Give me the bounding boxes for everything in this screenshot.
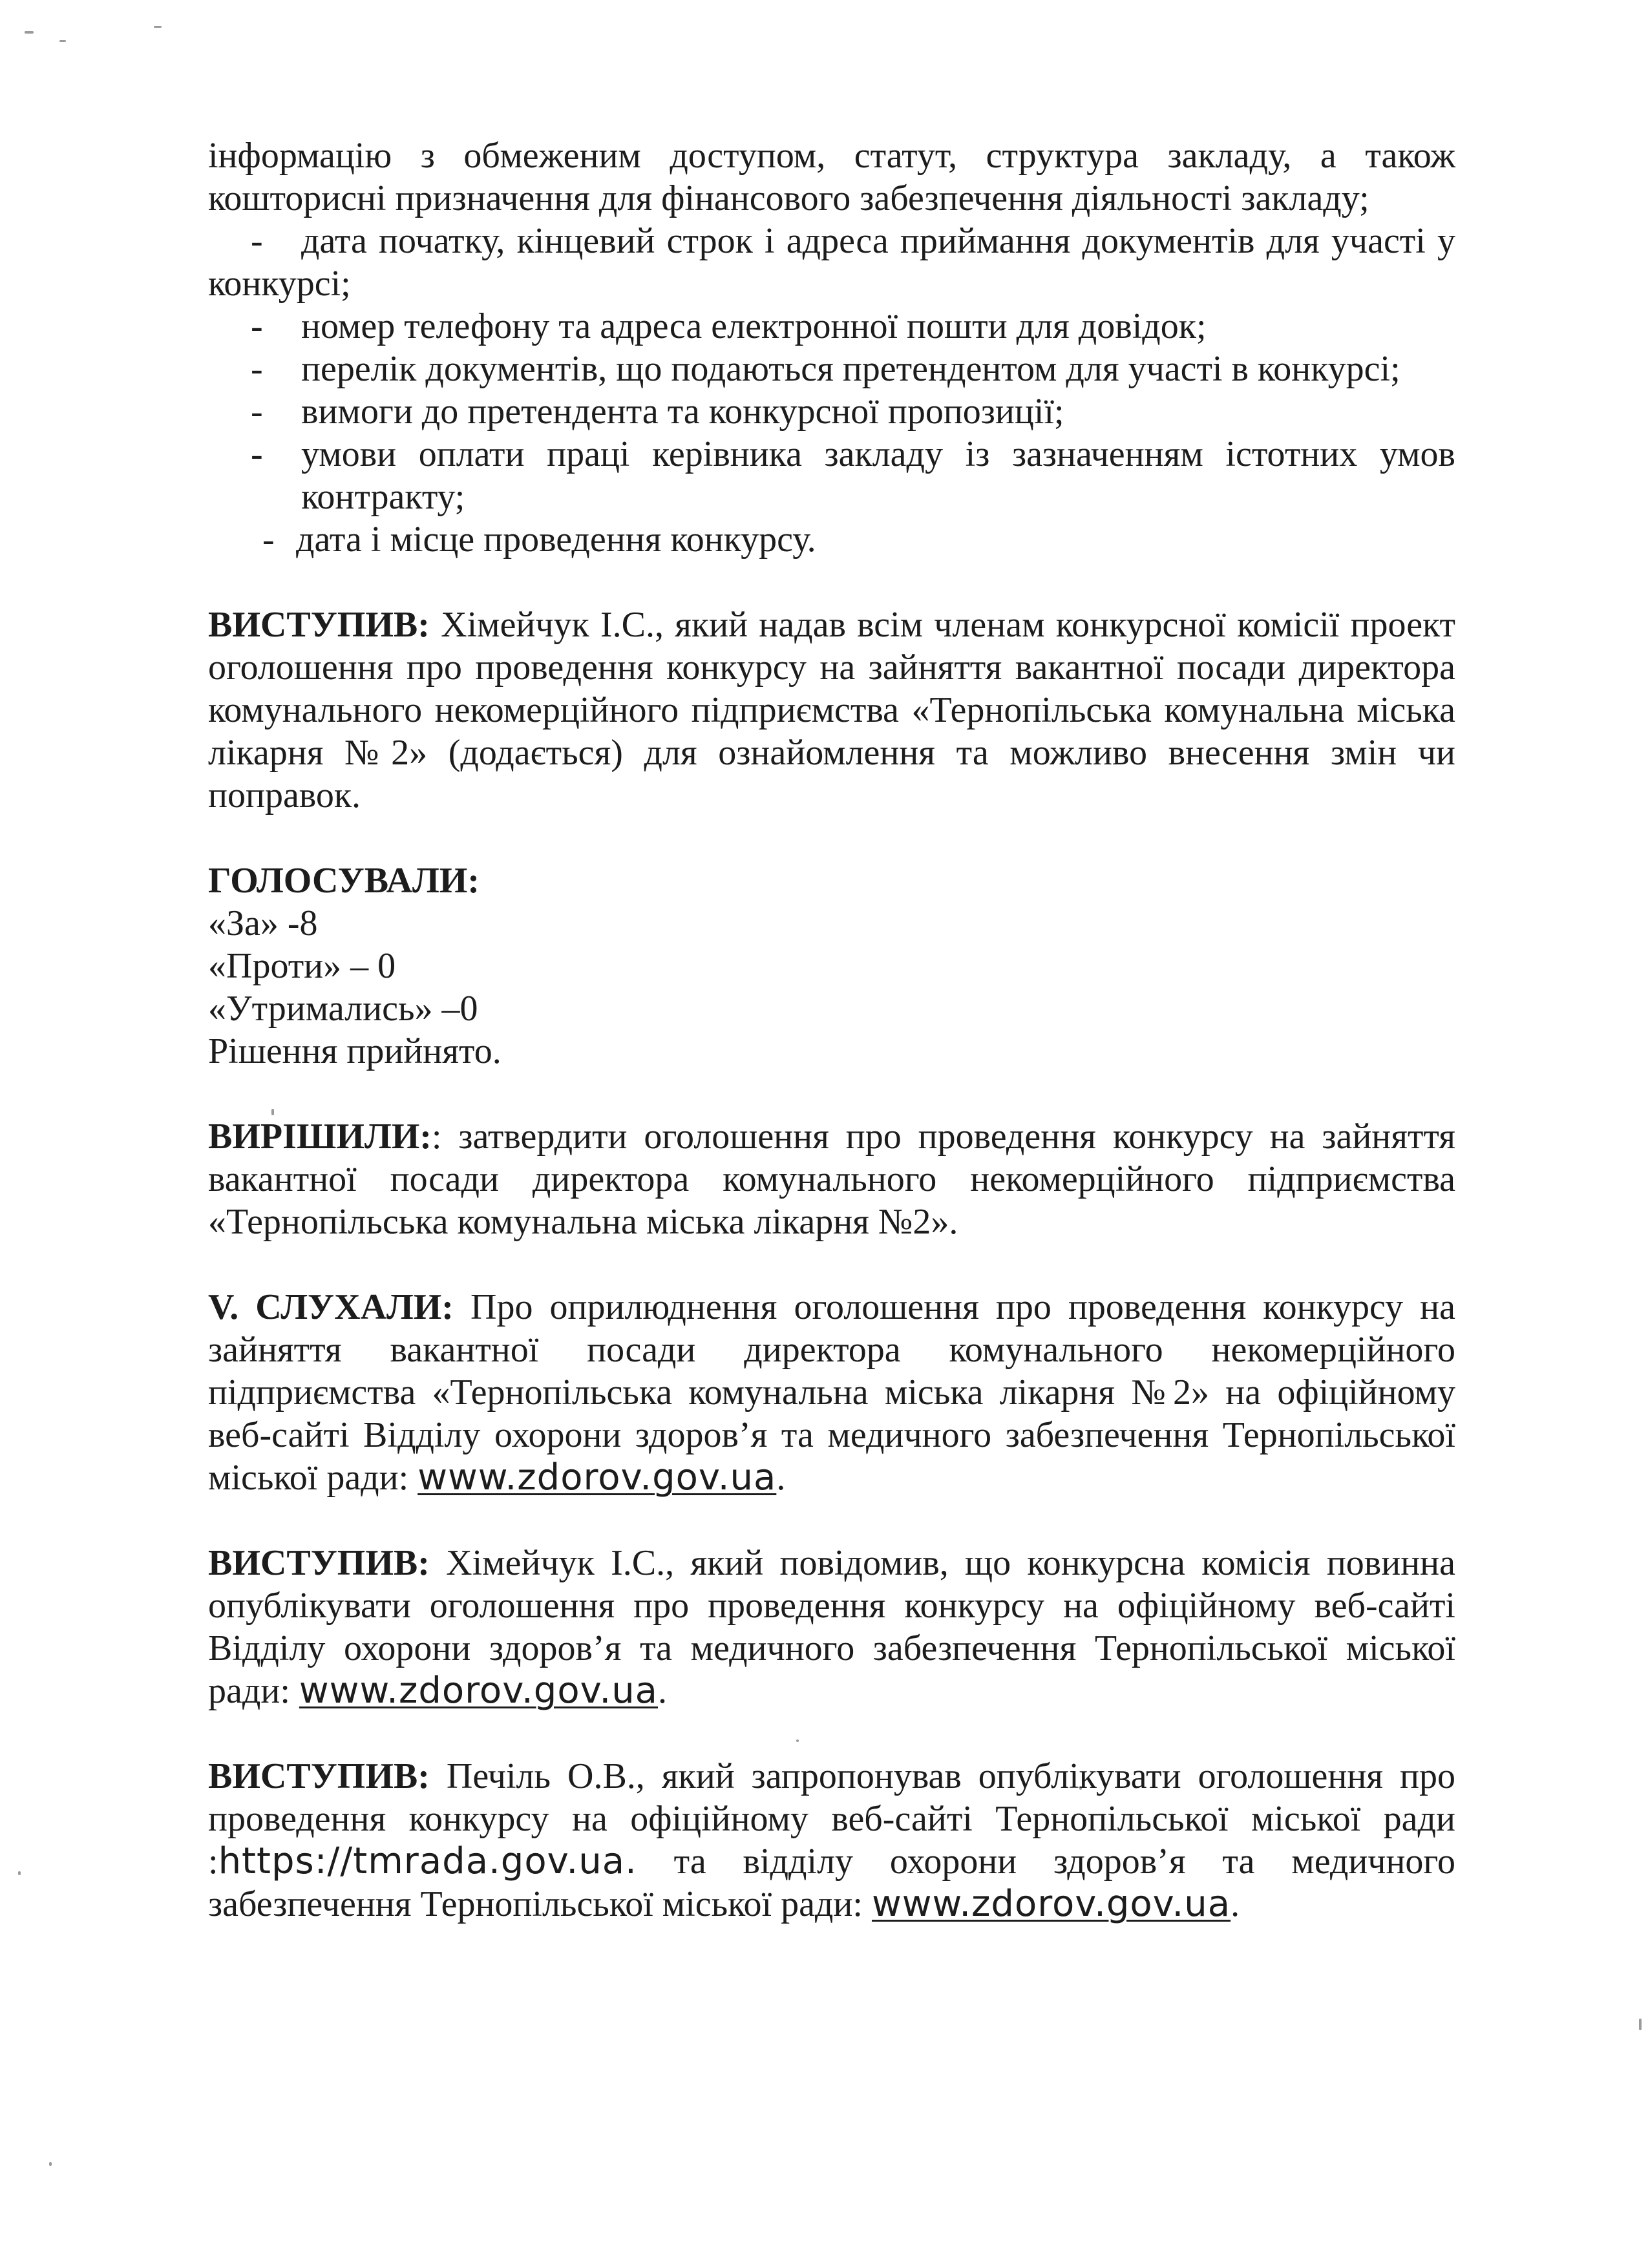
website-link[interactable]: www.zdorov.gov.ua xyxy=(299,1670,658,1712)
announcement-requirements-list xyxy=(208,220,1455,561)
vote-block xyxy=(208,859,1455,1073)
speech-text: Хімейчук І.С., який надав всім членам конкурсної комісії проект оголошення про проведення конкурсу на зайняття вакантної посади директора комунального некомерційного підприємства «Тернопільська комунальна міська лікарня №2» (додається) для ознайомлення та можливо внесення змін чи поправок. xyxy=(208,605,1455,815)
list-intro-paragraph: інформацію з обмеженим доступом, статут, структура закладу, а також кошторисні призначення для фінансового забезпечення діяльності закладу; xyxy=(208,136,1455,218)
website-link[interactable]: www.zdorov.gov.ua xyxy=(417,1456,777,1498)
sentence-end: . xyxy=(1231,1884,1240,1924)
list-item-text: дата початку, кінцевий строк і адреса приймання документів для участі у конкурсі; xyxy=(208,221,1455,304)
speech-paragraph-2 xyxy=(208,1542,1455,1712)
sentence-end: . xyxy=(658,1671,667,1711)
speech-paragraph-1 xyxy=(208,604,1455,817)
list-item-text: умови оплати праці керівника закладу із зазначенням істотних умов контракту; xyxy=(301,434,1455,517)
speech-label: ВИСТУПИВ: xyxy=(208,1756,430,1796)
heard-label: V. СЛУХАЛИ: xyxy=(208,1287,454,1327)
vote-against: «Проти» – 0 xyxy=(208,946,396,986)
list-dash: - xyxy=(251,221,263,261)
list-item xyxy=(208,390,1455,433)
list-item xyxy=(208,433,1455,518)
sentence-end: . xyxy=(776,1458,786,1498)
speech-text: Печіль О.В., який запропонував опублікувати оголошення про проведення конкурсу на офіційному веб-сайті Тернопільської міської ради : xyxy=(208,1756,1455,1882)
speech-label: ВИСТУПИВ: xyxy=(208,1543,430,1583)
vote-heading: ГОЛОСУВАЛИ: xyxy=(208,861,480,901)
list-item xyxy=(208,348,1455,390)
speech-text-continued: та відділу охорони здоров’я та медичного забезпечення Тернопільської міської ради: xyxy=(208,1842,1455,1924)
speech-label: ВИСТУПИВ: xyxy=(208,605,430,645)
list-item-text: дата і місце проведення конкурсу. xyxy=(296,520,816,560)
website-link[interactable]: www.zdorov.gov.ua xyxy=(871,1883,1231,1925)
speech-text: Хімейчук І.С., який повідомив, що конкурсна комісія повинна опублікувати оголошення про проведення конкурсу на офіційному веб-сайті Відділу охорони здоров’я та медичного забезпечення Тернопільської міської ради: xyxy=(208,1543,1455,1711)
vote-result: Рішення прийнято. xyxy=(208,1031,502,1071)
list-dash: - xyxy=(251,349,263,389)
vote-for: «За» -8 xyxy=(208,903,318,943)
vote-abstain: «Утримались» –0 xyxy=(208,989,478,1029)
heard-paragraph xyxy=(208,1286,1455,1499)
list-dash: - xyxy=(251,306,263,346)
list-item-text: номер телефону та адреса електронної пошти для довідок; xyxy=(301,306,1207,346)
heard-text: Про оприлюднення оголошення про проведення конкурсу на зайняття вакантної посади директора комунального некомерційного підприємства «Тернопільська комунальна міська лікарня №2» на офіційному веб-сайті Відділу охорони здоров’я та медичного забезпечення Тернопільської міської ради: xyxy=(208,1287,1455,1498)
list-dash: - xyxy=(251,434,263,474)
speech-paragraph-3 xyxy=(208,1755,1455,1926)
list-item-text: вимоги до претендента та конкурсної пропозиції; xyxy=(301,392,1064,432)
decision-text: : затвердити оголошення про проведення конкурсу на зайняття вакантної посади директора комунального некомерційного підприємства «Тернопільська комунальна міська лікарня №2». xyxy=(208,1117,1455,1242)
document-body xyxy=(208,134,1455,1926)
list-dash: - xyxy=(251,392,263,432)
decision-paragraph xyxy=(208,1115,1455,1243)
website-link-tmrada[interactable]: https://tmrada.gov.ua. xyxy=(218,1840,637,1882)
list-item xyxy=(208,305,1455,348)
list-item-text: перелік документів, що подаються претендентом для участі в конкурсі; xyxy=(301,349,1400,389)
decision-label: ВИРІШИЛИ: xyxy=(208,1117,432,1157)
list-dash: - xyxy=(262,520,275,560)
list-item xyxy=(208,518,1455,561)
list-item xyxy=(208,220,1455,305)
